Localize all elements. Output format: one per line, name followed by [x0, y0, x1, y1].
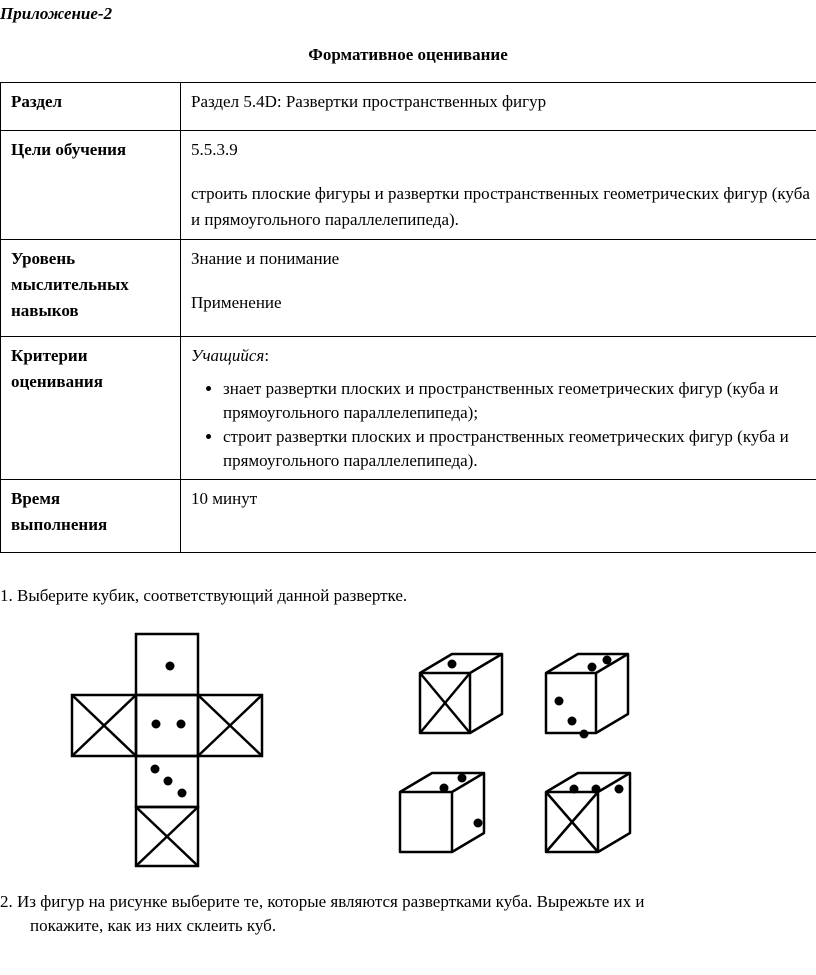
net-dot	[151, 765, 160, 774]
appendix-label: Приложение-2	[0, 4, 113, 23]
goals-cell	[181, 131, 816, 240]
criteria-label	[1, 337, 181, 480]
time-value: 10 минут	[181, 480, 816, 553]
cube-dot	[570, 785, 579, 794]
net-dot	[164, 777, 173, 786]
section-label: Раздел	[1, 83, 181, 131]
page-title: Формативное оценивание	[308, 45, 508, 64]
cube-dot	[580, 730, 589, 739]
level-label-line: мыслительных	[11, 275, 129, 294]
level-label-line: навыков	[11, 301, 79, 320]
cube-dot	[474, 819, 483, 828]
criteria-label-line: Критерии	[11, 346, 88, 365]
table-row	[1, 131, 816, 240]
section-value: Раздел 5.4D: Развертки пространственных фигур	[181, 83, 816, 131]
time-label	[1, 480, 181, 553]
student-word: Учащийся	[191, 346, 265, 365]
criteria-label-line: оценивания	[11, 372, 103, 391]
list-item: • знает развертки плоских и пространственных геометрических фигур (куба и прямоугольного параллелепипеда);	[223, 377, 811, 425]
cube-dot	[440, 784, 449, 793]
criteria-student	[191, 343, 811, 369]
net-face-middle	[136, 695, 198, 756]
level-label	[1, 240, 181, 337]
goals-label: Цели обучения	[1, 131, 181, 240]
table-row	[1, 83, 816, 131]
student-colon: :	[264, 346, 270, 365]
goals-text: строить плоские фигуры и развертки пространственных геометрических фигур (куба и прямоугольного параллелепипеда).	[191, 184, 810, 229]
cube-dot	[458, 774, 467, 783]
info-table	[0, 82, 816, 553]
question-1: 1. Выберите кубик, соответствующий данной развертке.	[0, 586, 408, 605]
criteria-list	[191, 377, 811, 473]
net-dots	[151, 662, 187, 798]
cube-dot	[588, 663, 597, 672]
cube-figure	[0, 620, 816, 880]
cube-dots	[440, 774, 483, 828]
net-dot	[178, 789, 187, 798]
time-label-line: Время	[11, 489, 61, 508]
level-value-application: Применение	[191, 293, 282, 312]
cube-option-2	[546, 654, 628, 733]
cube-dot	[555, 697, 564, 706]
level-label-line: Уровень	[11, 249, 76, 268]
cube-dot	[615, 785, 624, 794]
level-cell	[181, 240, 816, 337]
question-2-line: 2. Из фигур на рисунке выберите те, которые являются развертками куба. Вырежьте их и	[0, 892, 645, 911]
cube-dot	[592, 785, 601, 794]
cube-dot	[568, 717, 577, 726]
cube-option-1	[420, 654, 502, 733]
list-item: • строит развертки плоских и пространственных геометрических фигур (куба и прямоугольного параллелепипеда).	[223, 425, 811, 473]
net-dot	[177, 720, 186, 729]
time-label-line: выполнения	[11, 515, 108, 534]
table-row	[1, 240, 816, 337]
table-row	[1, 480, 816, 553]
question-2-line: покажите, как из них склеить куб.	[30, 916, 277, 935]
level-value-knowledge: Знание и понимание	[191, 249, 340, 268]
cube-dot	[448, 660, 457, 669]
net-dot	[152, 720, 161, 729]
net-dot	[166, 662, 175, 671]
cube-dot	[603, 656, 612, 665]
table-row	[1, 337, 816, 480]
criteria-cell	[181, 337, 816, 480]
goals-code: 5.5.3.9	[191, 140, 238, 159]
question-2	[0, 890, 800, 938]
